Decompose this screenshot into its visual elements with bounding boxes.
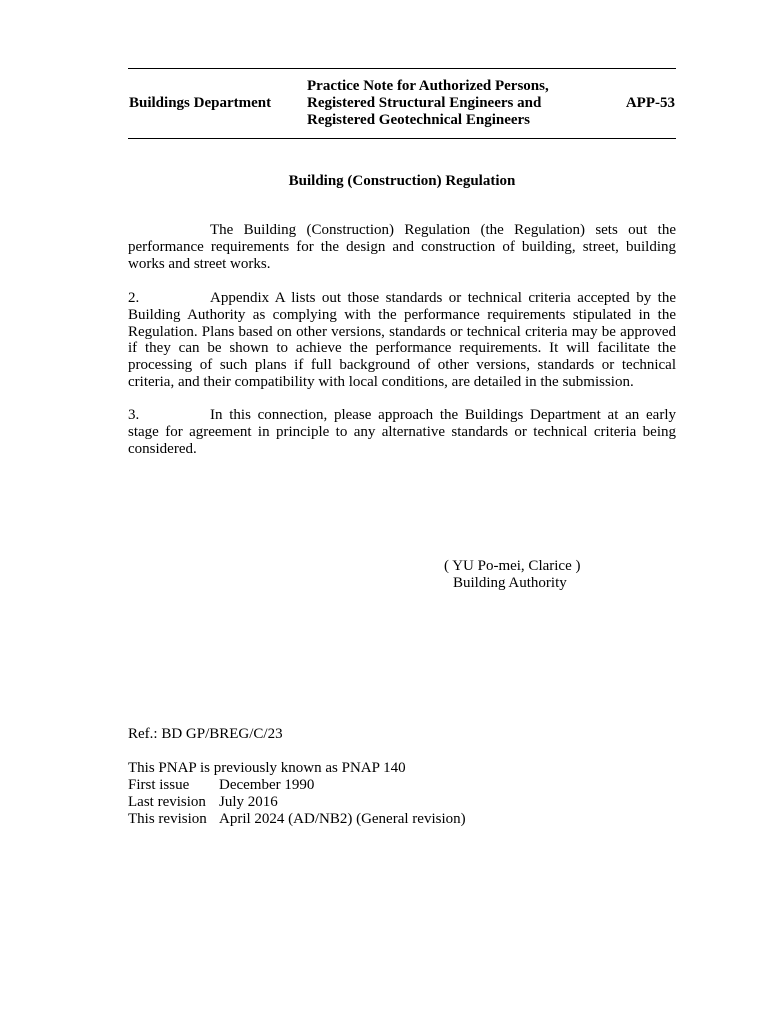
paragraph-text: Appendix A lists out those standards or technical criteria accepted by the Building Authority as complying with the performance requirements stipulated in the Regulation. Plans based on other versions, standards or technical criteria may be approved if they can be shown to achieve the performance requirements. It will facilitate the processing of such plans if full background of other versions, standards or technical criteria, and their compatibility with local conditions, are detailed in the submission. — [128, 290, 676, 390]
practice-note-title — [307, 78, 607, 129]
paragraph-2 — [128, 290, 676, 391]
header-bottom-rule — [128, 138, 676, 139]
this-revision-value: April 2024 (AD/NB2) (General revision) — [219, 811, 466, 827]
paragraph-text: The Building (Construction) Regulation (the Regulation) sets out the performance requirements for the design and construction of building, street, building works and street works. — [128, 222, 676, 272]
last-revision-row — [128, 794, 466, 811]
header-top-rule — [128, 68, 676, 69]
reference-number: Ref.: BD GP/BREG/C/23 — [128, 726, 283, 742]
this-revision-row — [128, 811, 466, 828]
first-issue-value: December 1990 — [219, 777, 315, 793]
last-revision-value: July 2016 — [219, 794, 278, 810]
signatory-name: ( YU Po-mei, Clarice ) — [444, 558, 581, 574]
document-page — [128, 0, 676, 1024]
first-issue-row — [128, 777, 466, 794]
this-revision-label: This revision — [128, 811, 207, 827]
practice-note-title-line: Registered Structural Engineers and — [307, 95, 542, 111]
department-name: Buildings Department — [129, 95, 272, 111]
signatory-role: Building Authority — [453, 575, 567, 591]
first-issue-label: First issue — [128, 777, 190, 793]
paragraph-1 — [128, 222, 676, 272]
practice-note-title-line: Practice Note for Authorized Persons, — [307, 78, 549, 94]
paragraph-text: In this connection, please approach the Buildings Department at an early stage for agreement in principle to any alternative standards or technical criteria being considered. — [128, 407, 676, 457]
previous-name: This PNAP is previously known as PNAP 140 — [128, 760, 406, 776]
paragraph-number: 2. — [128, 290, 140, 306]
signature-block — [444, 558, 581, 592]
revision-history — [128, 760, 466, 828]
paragraph-3 — [128, 407, 676, 457]
paragraph-number: 3. — [128, 407, 140, 423]
practice-note-title-line: Registered Geotechnical Engineers — [307, 112, 531, 128]
document-title: Building (Construction) Regulation — [288, 173, 516, 189]
practice-note-code: APP-53 — [625, 95, 675, 111]
last-revision-label: Last revision — [128, 794, 206, 810]
